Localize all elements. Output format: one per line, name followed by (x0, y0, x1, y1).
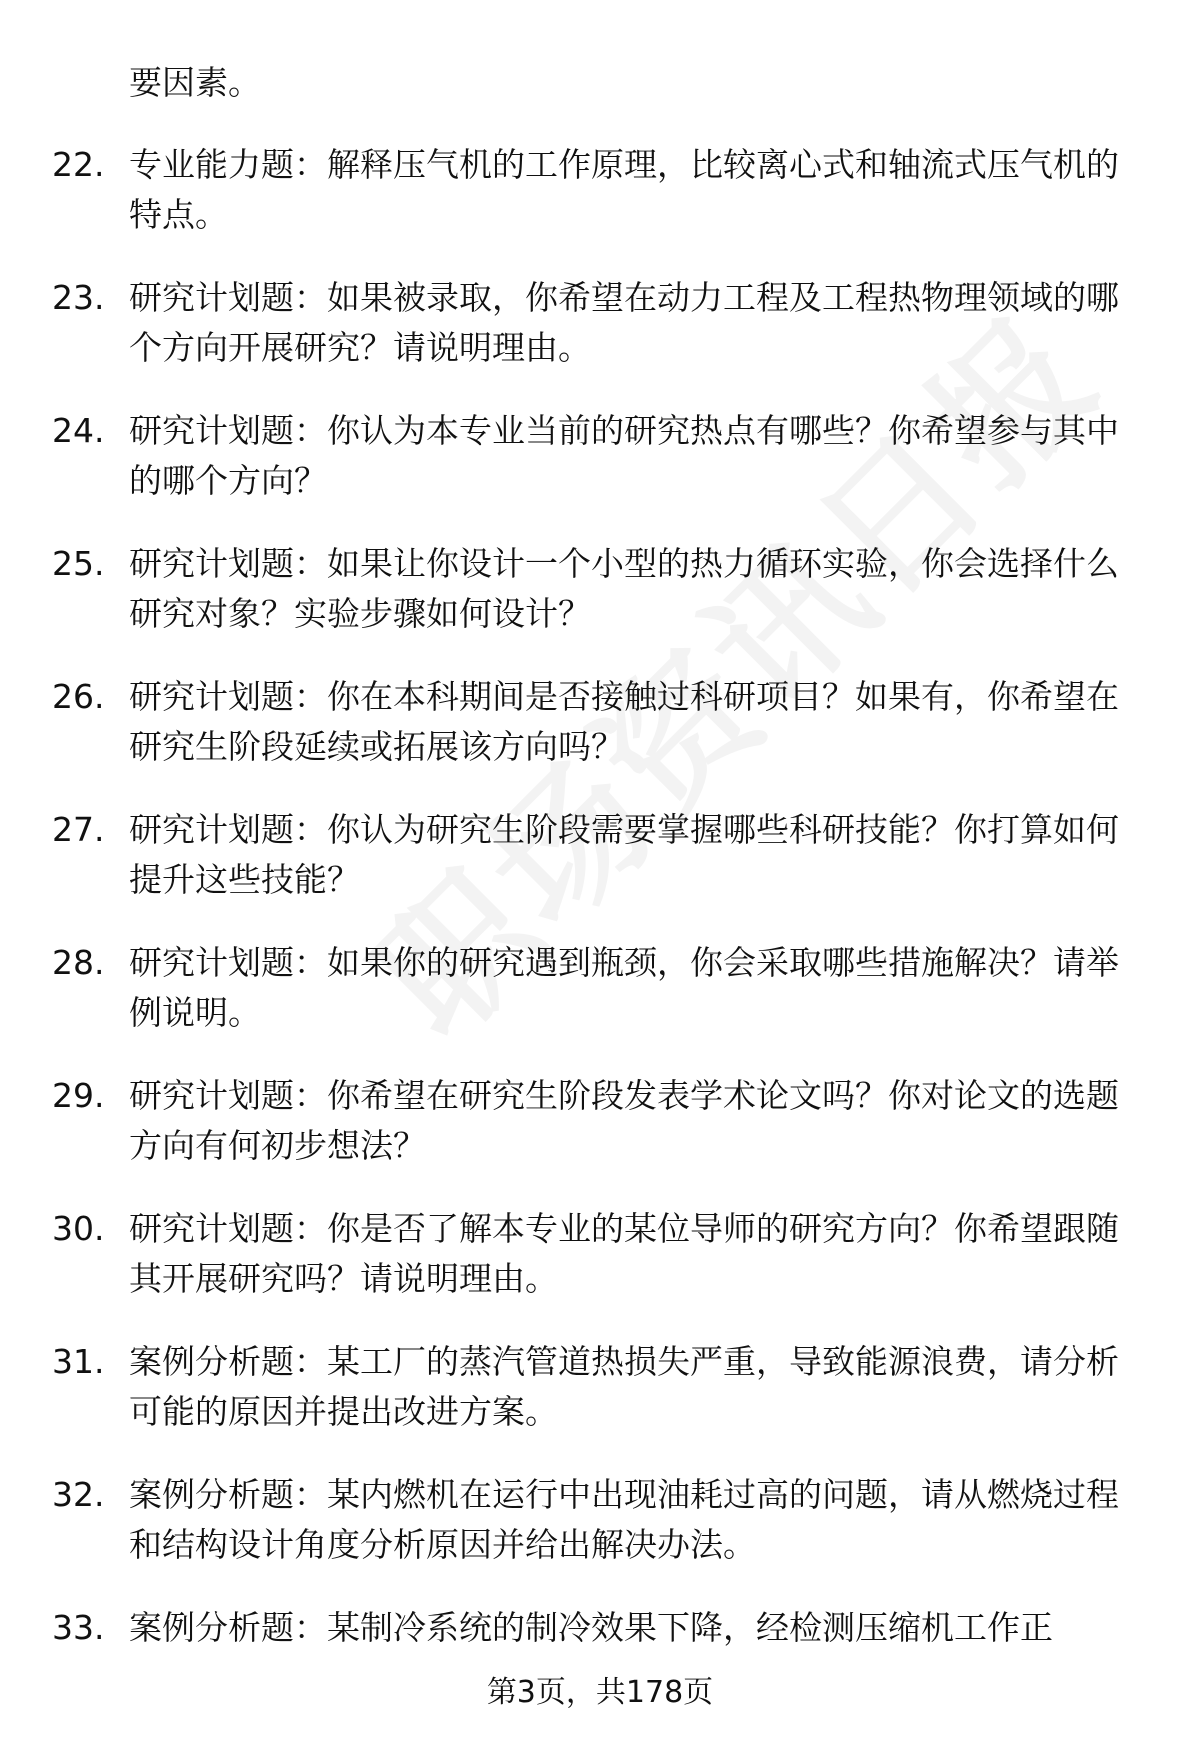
question-number: 24. (52, 411, 105, 450)
question-item (0, 805, 1200, 938)
question-text: 专业能力题：解释压气机的工作原理，比较离心式和轴流式压气机的特点。 (129, 145, 1119, 234)
question-item (0, 1071, 1200, 1204)
question-text: 研究计划题：如果让你设计一个小型的热力循环实验，你会选择什么研究对象？实验步骤如何设计？ (129, 544, 1119, 633)
question-item (0, 140, 1200, 273)
question-number: 26. (52, 677, 105, 716)
question-item (0, 672, 1200, 805)
page-footer: 第3页，共178页 (486, 1675, 714, 1710)
question-item (0, 1470, 1200, 1603)
question-number: 22. (52, 145, 105, 184)
question-item (0, 1204, 1200, 1337)
question-text: 案例分析题：某制冷系统的制冷效果下降，经检测压缩机工作正 (129, 1608, 1053, 1647)
question-number: 31. (52, 1342, 105, 1381)
question-text: 研究计划题：你认为本专业当前的研究热点有哪些？你希望参与其中的哪个方向？ (129, 411, 1119, 500)
question-item (0, 273, 1200, 406)
question-number: 25. (52, 544, 105, 583)
question-number: 32. (52, 1475, 105, 1514)
question-item (0, 1603, 1200, 1736)
question-number: 29. (52, 1076, 105, 1115)
question-text: 研究计划题：你在本科期间是否接触过科研项目？如果有，你希望在研究生阶段延续或拓展该方向吗？ (129, 677, 1119, 766)
question-number: 27. (52, 810, 105, 849)
question-number: 28. (52, 943, 105, 982)
question-item (0, 539, 1200, 672)
question-list (0, 140, 1200, 1736)
question-number: 30. (52, 1209, 105, 1248)
question-text: 研究计划题：如果被录取，你希望在动力工程及工程热物理领域的哪个方向开展研究？请说明理由。 (129, 278, 1119, 367)
question-item (0, 406, 1200, 539)
question-item (0, 1337, 1200, 1470)
question-item (0, 938, 1200, 1071)
continuation-text: 要因素。 (129, 63, 261, 102)
question-number: 33. (52, 1608, 105, 1647)
question-text: 研究计划题：你认为研究生阶段需要掌握哪些科研技能？你打算如何提升这些技能？ (129, 810, 1119, 899)
question-text: 案例分析题：某内燃机在运行中出现油耗过高的问题，请从燃烧过程和结构设计角度分析原因并给出解决办法。 (129, 1475, 1119, 1564)
question-text: 研究计划题：你希望在研究生阶段发表学术论文吗？你对论文的选题方向有何初步想法？ (129, 1076, 1119, 1165)
question-number: 23. (52, 278, 105, 317)
question-text: 研究计划题：你是否了解本专业的某位导师的研究方向？你希望跟随其开展研究吗？请说明理由。 (129, 1209, 1119, 1298)
question-text: 案例分析题：某工厂的蒸汽管道热损失严重，导致能源浪费，请分析可能的原因并提出改进方案。 (129, 1342, 1119, 1431)
question-text: 研究计划题：如果你的研究遇到瓶颈，你会采取哪些措施解决？请举例说明。 (129, 943, 1119, 1032)
